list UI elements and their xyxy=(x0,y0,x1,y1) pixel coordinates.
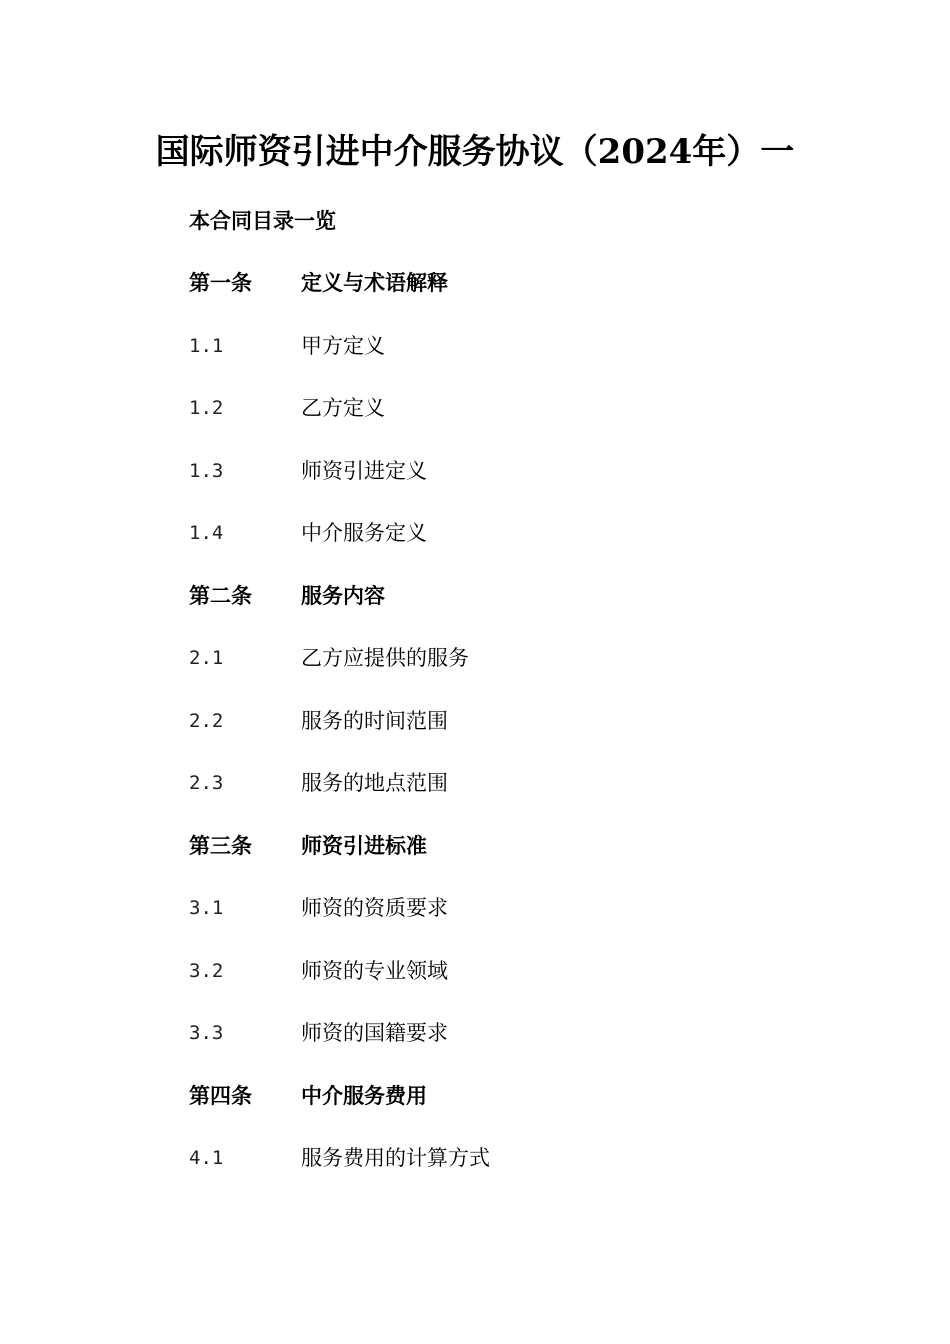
toc-subsection-label: 甲方定义 xyxy=(301,333,385,358)
toc-subsection-number: 1.3 xyxy=(189,459,224,482)
toc-subsection-label: 服务费用的计算方式 xyxy=(301,1146,490,1170)
toc-subsection-label: 师资引进定义 xyxy=(301,458,427,483)
toc-subsection-number: 3.3 xyxy=(189,1022,224,1044)
toc-subsection-number: 4.1 xyxy=(189,1147,224,1169)
toc-subsection-number: 3.2 xyxy=(189,959,224,982)
toc-subsection-number: 2.2 xyxy=(189,709,224,732)
toc-subsection-number: 2.1 xyxy=(189,647,224,669)
toc-article-number: 第四条 xyxy=(189,1082,252,1108)
toc-subsection-row xyxy=(189,956,789,1019)
toc-article-row xyxy=(189,581,789,644)
toc-subsection-label: 乙方定义 xyxy=(301,396,385,420)
toc-subsection-row xyxy=(189,1018,789,1081)
toc-article-label: 中介服务费用 xyxy=(301,1082,427,1108)
toc-subsection-row xyxy=(189,893,789,956)
toc-subsection-number: 3.1 xyxy=(189,897,224,919)
toc-subsection-label: 服务的地点范围 xyxy=(301,771,448,795)
document-title: 国际师资引进中介服务协议（2024年）一 xyxy=(155,132,795,172)
toc-subsection-row xyxy=(189,331,789,394)
toc-subsection-row xyxy=(189,706,789,769)
toc-subsection-label: 服务的时间范围 xyxy=(301,708,448,733)
toc-heading: 本合同目录一览 xyxy=(189,208,336,233)
toc-subsection-label: 中介服务定义 xyxy=(301,521,427,545)
toc-subsection-row xyxy=(189,518,789,581)
toc-subsection-row xyxy=(189,643,789,706)
toc-subsection-number: 2.3 xyxy=(189,772,224,794)
toc-subsection-row xyxy=(189,1143,789,1206)
table-of-contents xyxy=(189,268,789,1206)
toc-subsection-row xyxy=(189,456,789,519)
toc-subsection-label: 乙方应提供的服务 xyxy=(301,646,469,670)
toc-article-row xyxy=(189,268,789,331)
toc-article-label: 服务内容 xyxy=(301,582,385,608)
toc-subsection-label: 师资的资质要求 xyxy=(301,896,448,920)
toc-subsection-row xyxy=(189,393,789,456)
toc-subsection-number: 1.1 xyxy=(189,334,224,357)
toc-article-row xyxy=(189,1081,789,1144)
toc-article-row xyxy=(189,831,789,894)
toc-article-label: 师资引进标准 xyxy=(301,832,427,858)
toc-article-number: 第三条 xyxy=(189,832,252,858)
toc-subsection-row xyxy=(189,768,789,831)
toc-subsection-label: 师资的专业领域 xyxy=(301,958,448,983)
toc-subsection-number: 1.2 xyxy=(189,397,224,419)
toc-article-number: 第一条 xyxy=(189,270,252,295)
toc-subsection-number: 1.4 xyxy=(189,522,224,544)
toc-article-label: 定义与术语解释 xyxy=(301,270,448,295)
toc-article-number: 第二条 xyxy=(189,582,252,608)
toc-subsection-label: 师资的国籍要求 xyxy=(301,1021,448,1045)
